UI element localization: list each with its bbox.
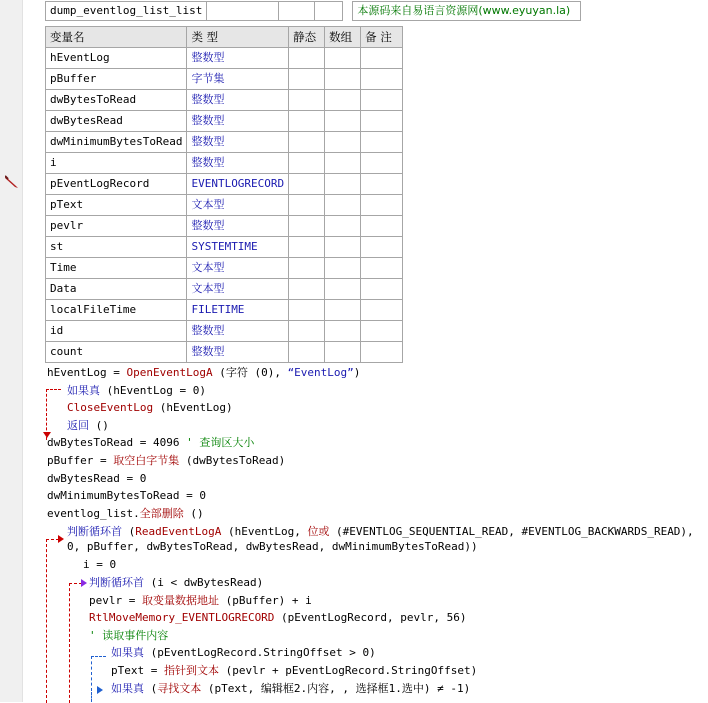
variable-row[interactable] xyxy=(46,258,403,279)
code-text: dwMinimumBytesToRead = 0 xyxy=(47,489,206,503)
function-name: 取空白字节集 xyxy=(113,453,180,467)
keyword: 如果真 xyxy=(111,681,144,695)
col-header-name: 变量名 xyxy=(46,27,187,48)
variable-row[interactable] xyxy=(46,216,403,237)
code-line[interactable] xyxy=(47,505,702,523)
variable-remark[interactable] xyxy=(361,279,403,300)
variable-type[interactable]: 整数型 xyxy=(187,48,289,69)
code-text: (hEventLog, xyxy=(221,525,308,539)
variable-array[interactable] xyxy=(325,279,361,300)
code-text: (#EVENTLOG_SEQUENTIAL_READ, #EVENTLOG_BACKWARDS_READ), 0, pBuffer, dwBytesToRead, dwBytesRead, dwMinimumBytesToRead)) xyxy=(67,525,694,554)
variable-type[interactable]: 字节集 xyxy=(187,69,289,90)
code-text: ) xyxy=(353,366,361,379)
variable-name[interactable]: Data xyxy=(46,279,187,300)
code-line[interactable] xyxy=(47,574,702,592)
variable-static[interactable] xyxy=(289,342,325,363)
code-text: (字符 (0), xyxy=(212,366,288,379)
variable-row[interactable] xyxy=(46,300,403,321)
variable-name[interactable]: pText xyxy=(46,195,187,216)
code-text: pevlr = xyxy=(89,593,142,607)
editor-gutter xyxy=(0,0,23,702)
variable-remark[interactable] xyxy=(361,69,403,90)
variable-name[interactable]: pBuffer xyxy=(46,69,187,90)
code-text: hEventLog = xyxy=(47,366,127,379)
variable-static[interactable] xyxy=(289,174,325,195)
variable-static[interactable] xyxy=(289,237,325,258)
variable-remark[interactable] xyxy=(361,174,403,195)
variable-name[interactable]: dwMinimumBytesToRead xyxy=(46,132,187,153)
comment: ' 查询区大小 xyxy=(179,436,255,450)
col-header-array: 数组 xyxy=(325,27,361,48)
variable-remark[interactable] xyxy=(361,237,403,258)
variable-row[interactable] xyxy=(46,111,403,132)
code-text: (pEventLogRecord.StringOffset > 0) xyxy=(144,646,376,660)
code-text: i = 0 xyxy=(83,558,117,572)
keyword: 如果真 xyxy=(111,646,144,660)
variable-remark[interactable] xyxy=(361,132,403,153)
code-line[interactable] xyxy=(47,662,702,680)
function-name: 指针到文本 xyxy=(163,663,219,677)
variable-type[interactable]: 整数型 xyxy=(187,153,289,174)
variable-row[interactable] xyxy=(46,321,403,342)
variable-static[interactable] xyxy=(289,195,325,216)
variable-remark[interactable] xyxy=(361,153,403,174)
variable-name[interactable]: id xyxy=(46,321,187,342)
code-line[interactable] xyxy=(47,556,702,574)
keyword: 判断循环首 xyxy=(89,575,144,589)
variable-static[interactable] xyxy=(289,321,325,342)
variable-static[interactable] xyxy=(289,111,325,132)
variable-static[interactable] xyxy=(289,258,325,279)
code-text: (hEventLog = 0) xyxy=(100,383,206,397)
code-line[interactable] xyxy=(47,364,702,382)
variable-remark[interactable] xyxy=(361,195,403,216)
variable-type[interactable]: FILETIME xyxy=(187,300,289,321)
code-line[interactable] xyxy=(47,382,702,400)
code-line[interactable] xyxy=(47,487,702,505)
variable-name[interactable]: localFileTime xyxy=(46,300,187,321)
variable-row[interactable] xyxy=(46,279,403,300)
code-area[interactable] xyxy=(47,364,702,697)
variable-row[interactable] xyxy=(46,195,403,216)
variable-remark[interactable] xyxy=(361,342,403,363)
code-text: () xyxy=(89,418,109,432)
variable-type[interactable]: EVENTLOGRECORD xyxy=(187,174,289,195)
keyword: 如果真 xyxy=(67,383,100,397)
variable-type[interactable]: 整数型 xyxy=(187,111,289,132)
code-text: (hEventLog) xyxy=(153,401,233,415)
variable-name[interactable]: count xyxy=(46,342,187,363)
variable-row[interactable] xyxy=(46,342,403,363)
variable-name[interactable]: pevlr xyxy=(46,216,187,237)
code-text: (pBuffer) + i xyxy=(218,593,312,607)
variable-static[interactable] xyxy=(289,300,325,321)
variable-type[interactable]: SYSTEMTIME xyxy=(187,237,289,258)
variable-type[interactable]: 整数型 xyxy=(187,321,289,342)
variable-static[interactable] xyxy=(289,69,325,90)
variable-array[interactable] xyxy=(325,48,361,69)
variable-type[interactable]: 整数型 xyxy=(187,342,289,363)
variable-row[interactable] xyxy=(46,69,403,90)
variable-remark[interactable] xyxy=(361,216,403,237)
variable-remark[interactable] xyxy=(361,321,403,342)
code-text: (pText, 编辑框2.内容, , 选择框1.选中) ≠ -1) xyxy=(201,681,471,695)
function-name: 全部删除 xyxy=(139,506,184,520)
sub-name-cell[interactable]: dump_eventlog_list_list xyxy=(46,2,207,21)
variable-row[interactable] xyxy=(46,132,403,153)
variable-row[interactable] xyxy=(46,48,403,69)
variable-remark[interactable] xyxy=(361,300,403,321)
code-line[interactable] xyxy=(47,399,702,417)
code-line[interactable] xyxy=(47,627,702,645)
function-name: ReadEventLogA xyxy=(135,525,222,539)
variable-array[interactable] xyxy=(325,174,361,195)
variable-type[interactable]: 文本型 xyxy=(187,258,289,279)
variable-array[interactable] xyxy=(325,300,361,321)
variable-remark[interactable] xyxy=(361,48,403,69)
function-name: CloseEventLog xyxy=(67,401,154,415)
variable-array[interactable] xyxy=(325,132,361,153)
code-text: (dwBytesToRead) xyxy=(179,453,286,467)
variable-remark[interactable] xyxy=(361,258,403,279)
function-name: 取变量数据地址 xyxy=(141,593,219,607)
code-line[interactable] xyxy=(47,417,702,435)
sub-header-table xyxy=(45,1,581,21)
code-line[interactable] xyxy=(47,434,702,452)
comment: ' 读取事件内容 xyxy=(89,628,169,642)
code-text: dwBytesRead = 0 xyxy=(47,471,147,485)
variable-name[interactable]: st xyxy=(46,237,187,258)
variable-name[interactable]: pEventLogRecord xyxy=(46,174,187,195)
variable-table-header xyxy=(46,27,403,48)
col-header-static: 静态 xyxy=(289,27,325,48)
variable-name[interactable]: dwBytesToRead xyxy=(46,90,187,111)
code-text: pBuffer = xyxy=(47,453,114,467)
variable-array[interactable] xyxy=(325,258,361,279)
empty-cell-2 xyxy=(343,2,353,21)
variable-array[interactable] xyxy=(325,195,361,216)
code-text: (pEventLogRecord, pevlr, 56) xyxy=(274,611,467,625)
variable-type[interactable]: 整数型 xyxy=(187,216,289,237)
variable-array[interactable] xyxy=(325,216,361,237)
variable-static[interactable] xyxy=(289,48,325,69)
variable-row[interactable] xyxy=(46,153,403,174)
variable-row[interactable] xyxy=(46,237,403,258)
code-line[interactable] xyxy=(47,522,702,556)
variable-type[interactable]: 文本型 xyxy=(187,279,289,300)
col-header-type: 类 型 xyxy=(187,27,289,48)
variable-array[interactable] xyxy=(325,321,361,342)
variable-array[interactable] xyxy=(325,90,361,111)
function-name: OpenEventLogA xyxy=(126,366,213,379)
keyword: 返回 xyxy=(67,418,89,432)
col-header-remark: 备 注 xyxy=(361,27,403,48)
variable-row[interactable] xyxy=(46,174,403,195)
variable-array[interactable] xyxy=(325,111,361,132)
variable-row[interactable] xyxy=(46,90,403,111)
variable-type[interactable]: 整数型 xyxy=(187,90,289,111)
variable-static[interactable] xyxy=(289,279,325,300)
code-text: ( xyxy=(122,525,136,539)
variable-array[interactable] xyxy=(325,342,361,363)
source-note: 本源码来自易语言资源网(www.eyuyan.la) xyxy=(353,2,581,21)
variable-type[interactable]: 文本型 xyxy=(187,195,289,216)
code-text: (pevlr + pEventLogRecord.StringOffset) xyxy=(218,663,478,677)
variable-array[interactable] xyxy=(325,69,361,90)
code-line[interactable] xyxy=(47,452,702,470)
public-cell[interactable] xyxy=(279,2,315,21)
variable-name[interactable]: i xyxy=(46,153,187,174)
variable-type[interactable]: 整数型 xyxy=(187,132,289,153)
local-variable-table xyxy=(45,26,403,363)
return-type-cell[interactable] xyxy=(207,2,279,21)
code-text: ( xyxy=(144,681,158,695)
code-text: eventlog_list. xyxy=(47,506,140,520)
code-text: () xyxy=(183,506,204,520)
code-line[interactable] xyxy=(47,470,702,488)
function-name: 位或 xyxy=(307,525,330,539)
variable-static[interactable] xyxy=(289,90,325,111)
variable-name[interactable]: Time xyxy=(46,258,187,279)
variable-remark[interactable] xyxy=(361,90,403,111)
variable-remark[interactable] xyxy=(361,111,403,132)
code-line[interactable] xyxy=(47,680,702,698)
variable-static[interactable] xyxy=(289,153,325,174)
variable-name[interactable]: hEventLog xyxy=(46,48,187,69)
empty-cell[interactable] xyxy=(315,2,343,21)
string-literal: “EventLog” xyxy=(287,366,354,379)
variable-array[interactable] xyxy=(325,153,361,174)
variable-name[interactable]: dwBytesRead xyxy=(46,111,187,132)
code-line[interactable] xyxy=(47,609,702,627)
code-text: dwBytesToRead = 4096 xyxy=(47,436,180,450)
breakpoint-pen-icon[interactable] xyxy=(5,175,19,189)
function-name: RtlMoveMemory_EVENTLOGRECORD xyxy=(89,611,275,625)
code-text: (i < dwBytesRead) xyxy=(144,575,264,589)
keyword: 判断循环首 xyxy=(67,525,122,539)
code-line[interactable] xyxy=(47,644,702,662)
variable-array[interactable] xyxy=(325,237,361,258)
variable-static[interactable] xyxy=(289,132,325,153)
function-name: 寻找文本 xyxy=(157,681,202,695)
variable-static[interactable] xyxy=(289,216,325,237)
code-line[interactable] xyxy=(47,592,702,610)
code-text: pText = xyxy=(111,663,164,677)
